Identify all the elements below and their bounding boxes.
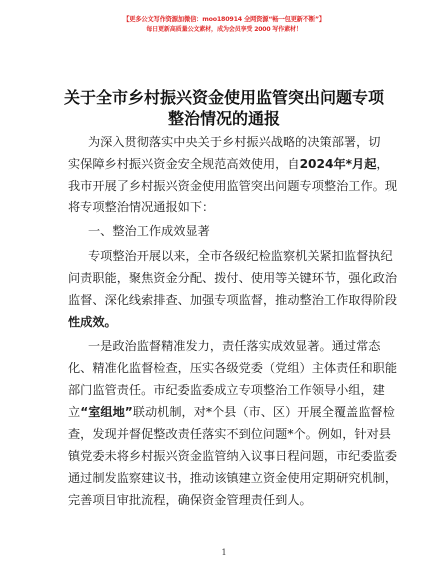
- promo-banner-line-2: 每日更新高质量公文素材，成为会员享受 2000 写作素材！: [146, 26, 302, 33]
- paragraph-1-line-2: [68, 156, 388, 172]
- paragraph-1-line-3: 我市开展了乡村振兴资金使用监管突出问题专项整治工作。现: [68, 179, 398, 193]
- page-number: 1: [221, 548, 227, 557]
- paragraph-3-line-7: 通过制发监察建议书，推动该镇建立资金使用定期研究机制，: [68, 471, 398, 485]
- paragraph-3-line-3: 部门监管责任。市纪委监委成立专项整治工作领导小组，建: [68, 383, 385, 397]
- paragraph-3-line-4: [68, 404, 395, 420]
- paragraph-3-line-8: 完善项目审批流程，确保资金管理责任到人。: [68, 493, 312, 507]
- paragraph-2-line-2: 问责职能，聚焦资金分配、拨付、使用等关键环节，强化政治: [68, 271, 398, 285]
- document-title-line-2: 整治情况的通报: [167, 109, 280, 128]
- paragraph-3-quoted-term: “室组地”: [80, 405, 133, 419]
- paragraph-1-line-4: 将专项整治情况通报如下：: [68, 200, 215, 214]
- paragraph-2-line-4: 性成效。: [68, 315, 117, 329]
- paragraph-3-line-2: 化、精准化监督检查，压实各级党委（党组）主体责任和职能: [68, 361, 398, 375]
- paragraph-1-line-1: 为深入贯彻落实中央关于乡村振兴战略的决策部署，切: [88, 135, 381, 149]
- paragraph-3-line-1: 一是政治监督精准发力，责任落实成效显著。通过常态: [88, 339, 381, 353]
- paragraph-3-line-5: 查，发现并督促整改责任落实不到位问题*个。例如，针对县: [68, 427, 391, 441]
- paragraph-2-line-3: 监督、深化线索排查、加强专项监督，推动整治工作取得阶段: [68, 293, 398, 307]
- paragraph-3-text-cont: 联动机制，对*个县（市、区）开展全覆盖监督检: [132, 405, 395, 419]
- paragraph-1-text: 实保障乡村振兴资金安全规范高效使用，自: [68, 157, 300, 171]
- paragraph-3-line-6: 镇党委未将乡村振兴资金监管纳入议事日程问题，市纪委监委: [68, 449, 398, 463]
- document-title-line-1: 关于全市乡村振兴资金使用监管突出问题专项: [63, 88, 384, 107]
- paragraph-3-text: 立: [68, 405, 81, 419]
- promo-banner-line-1: 【更多公文写作资源加微信：moo180914 全网资源“畅一包更新不断”】: [123, 16, 325, 23]
- paragraph-1-date: 2024年*月起: [299, 157, 377, 171]
- section-heading-1: 一、整治工作成效显著: [88, 224, 210, 238]
- paragraph-2-line-1: 专项整治开展以来，全市各级纪检监察机关紧扣监督执纪: [88, 249, 393, 263]
- paragraph-1-comma: ，: [376, 157, 389, 171]
